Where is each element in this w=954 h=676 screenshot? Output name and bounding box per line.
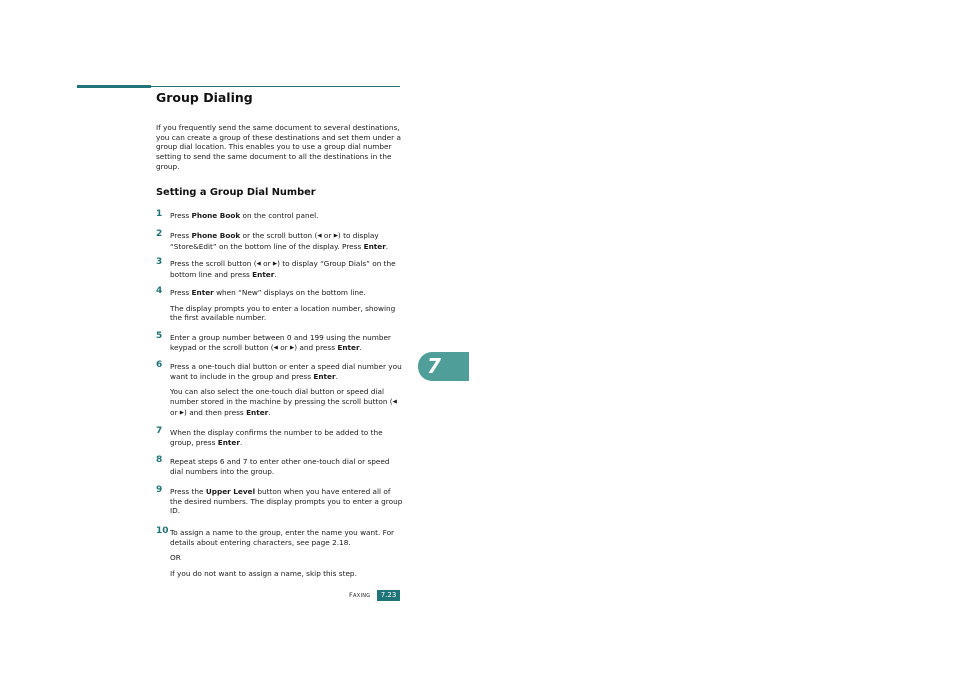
intro-paragraph: If you frequently send the same document to several destinations, you can create a group of these destinations and set them under a group dial location. This enables you to use a group dial number setting to send the same document to all the destinations in the group.: [156, 123, 401, 171]
or-label: OR: [170, 553, 181, 563]
scroll-right-icon: ▶: [333, 233, 338, 239]
step-number: 2: [156, 229, 163, 239]
step-5: 5 Enter a group number between 0 and 199 using the number keypad or the scroll button (◀ or ▶) and press Enter.: [156, 331, 391, 352]
step-number: 4: [156, 286, 163, 296]
step-1: 1 Press Phone Book on the control panel.: [156, 209, 319, 220]
step-9: 9 Press the Upper Level button when you have entered all of the desired numbers. The display prompts you to enter a group ID.: [156, 485, 403, 516]
scroll-right-icon: ▶: [272, 261, 278, 267]
page-heading: Group Dialing: [156, 90, 253, 105]
scroll-left-icon: ◀: [317, 233, 322, 239]
scroll-right-icon: ▶: [289, 344, 295, 351]
scroll-left-icon: ◀: [273, 344, 278, 351]
scroll-left-icon: ◀: [256, 261, 261, 267]
step-note: You can also select the one-touch dial button or speed dial number stored in the machine by pressing the scroll button (◀ or ▶) and then press Enter.: [170, 387, 397, 417]
step-number: 9: [156, 485, 163, 495]
step-10: 10 To assign a name to the group, enter the name you want. For details about entering characters, see page 2.18. OR If you do not want to assign a name, skip this step.: [156, 528, 404, 579]
step-number: 1: [156, 209, 163, 219]
page-number: 7.23: [377, 590, 400, 601]
scroll-right-icon: ▶: [179, 409, 185, 416]
step-number: 7: [156, 426, 163, 436]
step-note: The display prompts you to enter a location number, showing the first available number.: [170, 303, 396, 323]
step-2: 2 Press Phone Book or the scroll button (◀ or ▶) to display “Store&Edit” on the bottom line of the display. Press Enter.: [156, 229, 389, 251]
step-6: 6 Press a one-touch dial button or enter a speed dial number you want to include in the group and press Enter. You can also select the one-touch dial button or speed dial number stored in the machine by pressing the scroll button (◀ or ▶) and then press Enter.: [156, 362, 404, 419]
step-number: 6: [156, 360, 163, 370]
step-number: 8: [156, 455, 163, 465]
footer-section: Faxing: [349, 591, 371, 599]
step-number: 10: [156, 526, 169, 536]
section-subheading: Setting a Group Dial Number: [156, 187, 316, 198]
header-rule-thin: [151, 86, 400, 87]
step-8: 8 Repeat steps 6 and 7 to enter other one-touch dial or speed dial numbers into the group.: [156, 455, 390, 476]
step-note: If you do not want to assign a name, skip this step.: [170, 569, 357, 579]
step-4: 4 Press Enter when “New” displays on the bottom line. The display prompts you to enter a location number, showing the first available number.: [156, 288, 404, 323]
header-rule-thick: [77, 85, 151, 88]
step-number: 3: [156, 257, 163, 267]
step-number: 5: [156, 331, 163, 341]
step-3: 3 Press the scroll button (◀ or ▶) to display “Group Dials” on the bottom line and press Enter.: [156, 257, 396, 279]
chapter-tab: [418, 352, 469, 381]
chapter-number: 7: [427, 354, 441, 378]
scroll-left-icon: ◀: [392, 399, 397, 406]
step-7: 7 When the display confirms the number to be added to the group, press Enter.: [156, 426, 383, 447]
